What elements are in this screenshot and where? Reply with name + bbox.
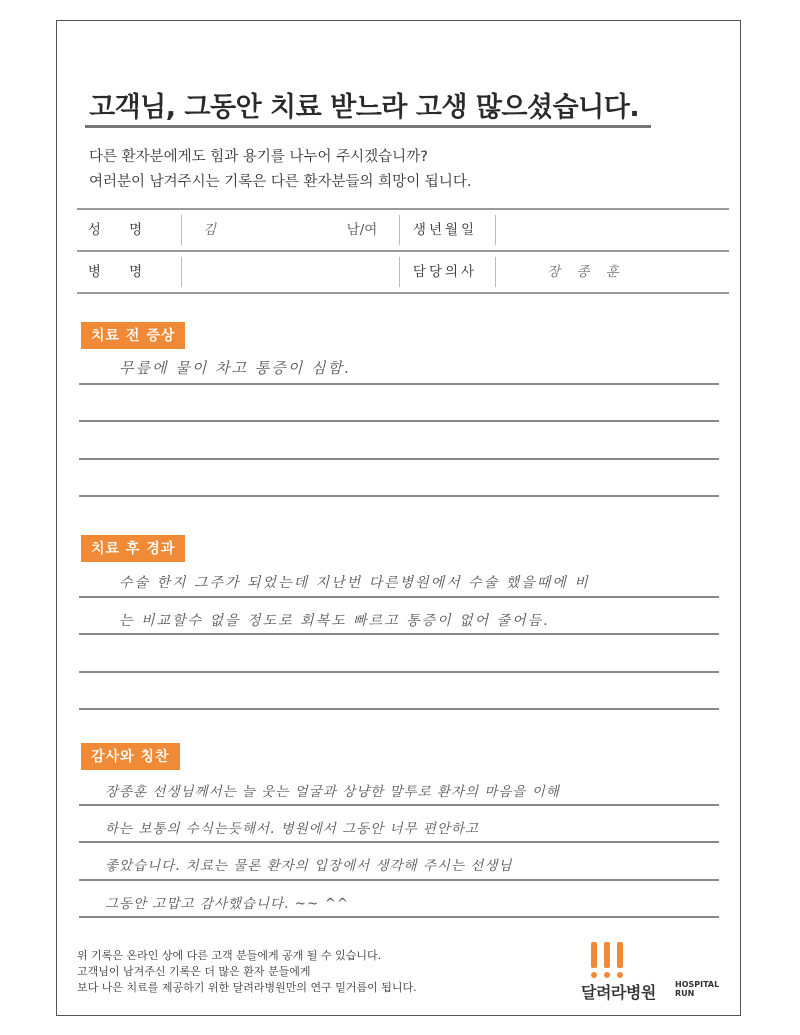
handwritten-line: 장종훈 선생님께서는 늘 웃는 얼굴과 상냥한 말투로 환자의 마음을 이해 bbox=[105, 784, 560, 800]
logo-en-line-1: HOSPITAL bbox=[675, 980, 720, 989]
ruled-line bbox=[79, 708, 719, 710]
handwritten-line: 하는 보통의 수식는듯해서. 병원에서 그동안 너무 편안하고 bbox=[105, 821, 480, 837]
patient-info-table bbox=[77, 208, 729, 294]
divider bbox=[495, 257, 496, 287]
ruled-line bbox=[79, 804, 719, 806]
handwritten-line: 는 비교할수 없을 정도로 회복도 빠르고 통증이 없어 줄어듬. bbox=[119, 613, 550, 629]
ruled-line bbox=[79, 420, 719, 422]
doctor-value[interactable]: 장 종 훈 bbox=[547, 264, 625, 280]
doctor-label: 담당의사 bbox=[412, 264, 478, 280]
info-row-name bbox=[77, 208, 729, 250]
ruled-line bbox=[79, 495, 719, 497]
section-label-before: 치료 전 증상 bbox=[81, 322, 185, 349]
section-after-treatment bbox=[81, 535, 185, 562]
handwritten-line: 무릎에 물이 차고 통증이 심함. bbox=[119, 359, 351, 377]
thanks-notes[interactable] bbox=[79, 768, 719, 918]
ruled-line bbox=[79, 916, 719, 918]
before-notes[interactable] bbox=[79, 347, 719, 497]
divider bbox=[495, 215, 496, 245]
feedback-form bbox=[56, 20, 741, 1016]
footer-line-1: 위 기록은 온라인 상에 다른 고객 분들에게 공개 될 수 있습니다. bbox=[77, 949, 382, 962]
name-value[interactable]: 김 bbox=[203, 222, 217, 238]
intro-line-1: 다른 환자분에게도 힘과 용기를 나누어 주시겠습니까? bbox=[89, 149, 428, 165]
ruled-line bbox=[79, 596, 719, 598]
section-label-after: 치료 후 경과 bbox=[81, 535, 185, 562]
footer-line-2: 고객님이 남겨주신 기록은 더 많은 환자 분들에게 bbox=[77, 965, 311, 978]
ruled-line bbox=[79, 879, 719, 881]
ruled-line bbox=[79, 633, 719, 635]
name-label: 성 명 bbox=[87, 222, 155, 238]
ruled-line bbox=[79, 841, 719, 843]
form-title: 고객님, 그동안 치료 받느라 고생 많으셨습니다. bbox=[89, 92, 640, 123]
divider bbox=[181, 257, 182, 287]
logo-name-ko: 달려라병원 bbox=[581, 983, 656, 1002]
intro-line-2: 여러분이 남겨주시는 기록은 다른 환자분들의 희망이 됩니다. bbox=[89, 174, 472, 190]
footer-notice bbox=[77, 948, 417, 996]
divider bbox=[181, 215, 182, 245]
footer-line-3: 보다 나은 치료를 제공하기 위한 달려라병원만의 연구 밑거름이 됩니다. bbox=[77, 981, 417, 994]
ruled-line bbox=[79, 671, 719, 673]
handwritten-line: 좋았습니다. 치료는 물론 환자의 입장에서 생각해 주시는 선생님 bbox=[105, 858, 513, 874]
section-label-thanks: 감사와 칭찬 bbox=[81, 743, 180, 770]
logo-name-en bbox=[675, 980, 719, 998]
logo-en-line-2: RUN bbox=[675, 989, 695, 998]
hospital-logo bbox=[581, 938, 721, 1004]
section-before-treatment bbox=[81, 322, 185, 349]
section-thanks bbox=[81, 743, 180, 770]
birth-label: 생년월일 bbox=[412, 222, 478, 238]
ruled-line bbox=[79, 383, 719, 385]
handwritten-line: 그동안 고맙고 감사했습니다. ~~ ^^ bbox=[105, 896, 350, 912]
handwritten-line: 수술 한지 그주가 되었는데 지난번 다른병원에서 수술 했을때에 비 bbox=[119, 575, 590, 591]
info-row-disease bbox=[77, 250, 729, 294]
after-notes[interactable] bbox=[79, 560, 719, 710]
ruled-line bbox=[79, 458, 719, 460]
title-underline bbox=[85, 125, 651, 128]
sex-selector[interactable]: 남/여 bbox=[346, 222, 378, 238]
disease-label: 병 명 bbox=[87, 264, 155, 280]
